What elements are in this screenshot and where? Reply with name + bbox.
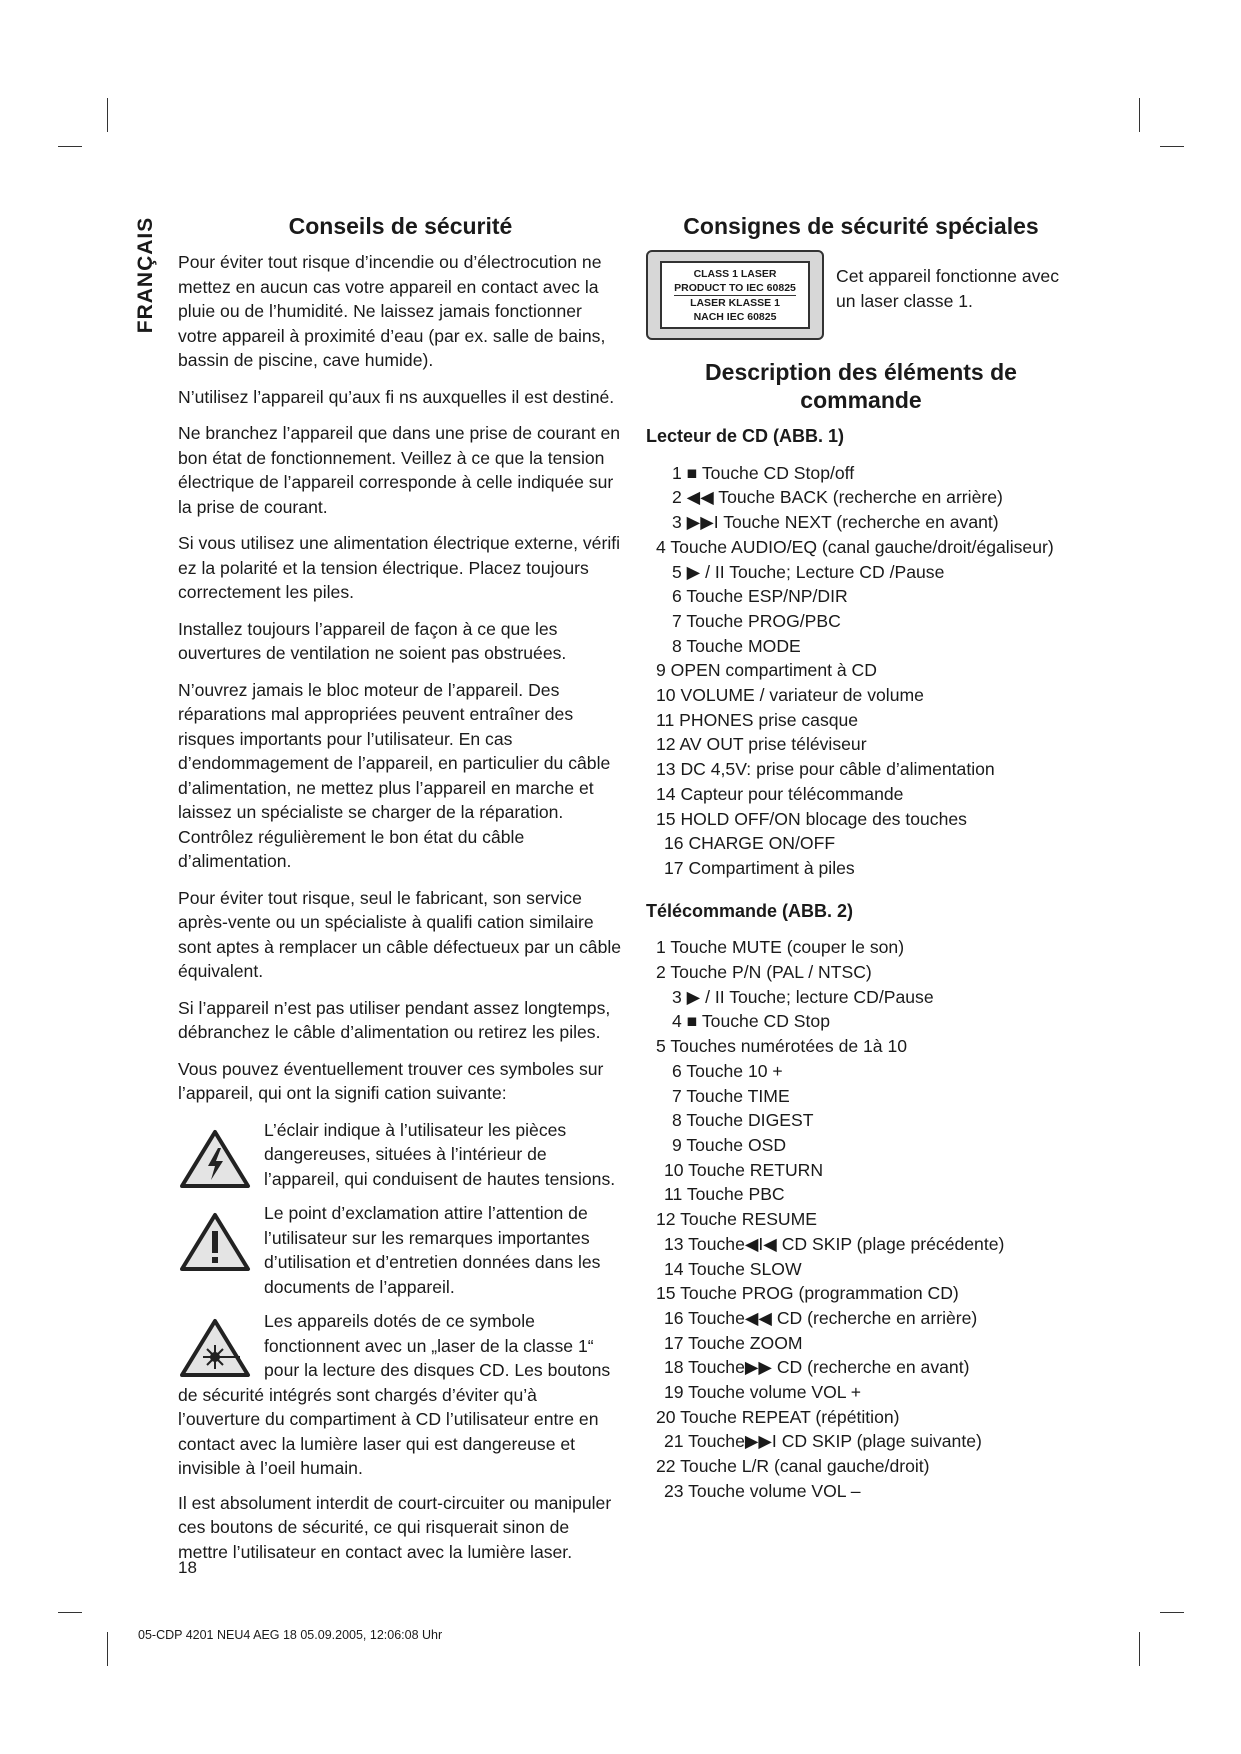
list-item: 8 Touche MODE — [672, 635, 801, 656]
list-item: 17 Compartiment à piles — [664, 857, 855, 878]
language-label: FRANÇAIS — [134, 216, 157, 334]
list-item: 1 Touche MUTE (couper le son) — [656, 937, 905, 958]
special-safety-title: Consignes de sécurité spéciales — [683, 213, 1039, 239]
laser-label-line: LASER KLASSE 1 — [690, 296, 780, 309]
exclamation-description: Le point d’exclamation attire l’attention de l’utilisateur sur les remarques importantes d’utilisation et d’entretien données dans les documents de l’appareil. — [264, 1203, 601, 1297]
cd-player-subtitle: Lecteur de CD (ABB. 1) — [646, 426, 845, 446]
list-item: 11 Touche PBC — [664, 1184, 785, 1205]
list-item: 14 Touche SLOW — [664, 1258, 802, 1279]
safety-title: Conseils de sécurité — [288, 213, 513, 239]
controls-column — [646, 212, 1076, 1522]
list-item: 16 Touche◀◀ CD (recherche en arrière) — [664, 1307, 978, 1328]
lightning-warning-icon — [178, 1126, 252, 1192]
list-item: 18 Touche▶▶ CD (recherche en avant) — [664, 1357, 970, 1378]
list-item: 2 ◀◀ Touche BACK (recherche en arrière) — [672, 487, 1003, 508]
list-item: 15 Touche PROG (programmation CD) — [656, 1283, 959, 1304]
paragraph: Pour éviter tout risque, seul le fabricant, son service après-vente ou un spécialiste à qualifi cation similaire sont aptes à remplacer un câble défectueux par un câble équivalent. — [178, 887, 622, 981]
list-item: 8 Touche DIGEST — [672, 1110, 814, 1131]
list-item: 19 Touche volume VOL + — [664, 1382, 862, 1403]
paragraph: Si vous utilisez une alimentation électrique externe, vérifi ez la polarité et la tension électrique. Placez toujours correctement les piles. — [178, 533, 621, 602]
list-item: 13 Touche◀I◀ CD SKIP (plage précédente) — [664, 1233, 1005, 1254]
paragraph: Il est absolument interdit de court-circuiter ou manipuler ces boutons de sécurité, ce qui risquerait sinon de mettre l’utilisateur en contact avec la lumière laser. — [178, 1492, 612, 1562]
list-item: 15 HOLD OFF/ON blocage des touches — [656, 808, 967, 829]
list-item: 2 Touche P/N (PAL / NTSC) — [656, 962, 872, 983]
laser-class-text: Cet appareil fonctionne avec un laser classe 1. — [836, 266, 1059, 311]
laser-description: Les appareils dotés de ce symbole fonctionnent avec un „laser de la classe 1“ pour la lecture des disques CD. Les boutons de sécurité intégrés sont chargés d’éviter qu’à l’ouverture du compartiment à CD l’utilisateur entre en contact avec la lumière laser qui est dangereuse et invisible à l’oeil humain. — [178, 1311, 611, 1478]
crop-mark — [1139, 1632, 1140, 1666]
exclamation-symbol-block — [178, 1201, 623, 1299]
crop-mark — [58, 1612, 82, 1613]
paragraph: Vous pouvez éventuellement trouver ces symboles sur l’appareil, qui ont la signifi cation suivante: — [178, 1058, 604, 1103]
list-item: 9 OPEN compartiment à CD — [656, 660, 877, 681]
list-item: 4 Touche AUDIO/EQ (canal gauche/droit/égaliseur) — [656, 536, 1054, 557]
list-item: 5 ▶ / II Touche; Lecture CD /Pause — [672, 561, 945, 582]
laser-label-line: PRODUCT TO IEC 60825 — [674, 281, 796, 294]
paragraph: Installez toujours l’appareil de façon à ce que les ouvertures de ventilation ne soient pas obstruées. — [178, 618, 567, 663]
list-item: 12 Touche RESUME — [656, 1209, 818, 1230]
paragraph: Ne branchez l’appareil que dans une prise de courant en bon état de fonctionnement. Veillez à ce que la tension électrique de l’appareil corresponde à celle indiquée sur la prise de courant. — [178, 423, 621, 517]
list-item: 10 VOLUME / variateur de volume — [656, 685, 924, 706]
list-item: 1 ■ Touche CD Stop/off — [672, 462, 855, 483]
laser-warning-icon — [178, 1315, 252, 1381]
list-item: 23 Touche volume VOL – — [664, 1480, 861, 1501]
list-item: 13 DC 4,5V: prise pour câble d’alimentation — [656, 759, 995, 780]
paragraph: N’ouvrez jamais le bloc moteur de l’appareil. Des réparations mal appropriées peuvent entraîner des risques importants pour l’utilisateur. En cas d’endommagement de l’appareil, en particulier du câble d’alimentation, ne mettez plus l’appareil en marche et laissez un spécialiste se charger de la réparation. Contrôlez régulièrement le bon état du câble d’alimentation. — [178, 679, 611, 871]
crop-mark — [1160, 146, 1184, 147]
paragraph: N’utilisez l’appareil qu’aux fi ns auxquelles il est destiné. — [178, 386, 615, 407]
list-item: 3 ▶▶I Touche NEXT (recherche en avant) — [672, 512, 999, 533]
laser-label-line: NACH IEC 60825 — [693, 310, 777, 323]
list-item: 21 Touche▶▶I CD SKIP (plage suivante) — [664, 1431, 982, 1452]
lightning-symbol-block — [178, 1118, 623, 1192]
crop-mark — [107, 1632, 108, 1666]
controls-description-title: Description des éléments de commande — [705, 359, 1017, 413]
list-item: 16 CHARGE ON/OFF — [664, 833, 836, 854]
remote-subtitle: Télécommande (ABB. 2) — [646, 900, 854, 921]
paragraph: Si l’appareil n’est pas utiliser pendant assez longtemps, débranchez le câble d’alimentation ou retirez les piles. — [178, 997, 611, 1042]
list-item: 17 Touche ZOOM — [664, 1332, 803, 1353]
list-item: 10 Touche RETURN — [664, 1159, 824, 1180]
paragraph: Pour éviter tout risque d’incendie ou d’électrocution ne mettez en aucun cas votre appareil en contact avec la pluie ou de l’humidité. Ne laissez jamais fonctionner votre appareil à proximité d’eau (par ex. salle de bains, bassin de piscine, cave humide). — [178, 252, 606, 370]
list-item: 9 Touche OSD — [672, 1134, 787, 1155]
list-item: 14 Capteur pour télécommande — [656, 783, 904, 804]
list-item: 7 Touche PROG/PBC — [672, 610, 841, 631]
cd-player-items — [656, 461, 1076, 881]
list-item: 7 Touche TIME — [672, 1085, 790, 1106]
list-item: 20 Touche REPEAT (répétition) — [656, 1406, 900, 1427]
list-item: 6 Touche ESP/NP/DIR — [672, 586, 848, 607]
safety-column — [178, 212, 623, 1576]
laser-label-line: CLASS 1 LASER — [693, 267, 777, 280]
laser-class-label — [646, 250, 824, 340]
list-item: 6 Touche 10 + — [672, 1060, 783, 1081]
list-item: 5 Touches numérotées de 1à 10 — [656, 1036, 908, 1057]
crop-mark — [1160, 1612, 1184, 1613]
list-item: 22 Touche L/R (canal gauche/droit) — [656, 1456, 930, 1477]
list-item: 11 PHONES prise casque — [656, 709, 859, 730]
lightning-description: L’éclair indique à l’utilisateur les pièces dangereuses, situées à l’intérieur de l’appareil, qui conduisent de hautes tensions. — [264, 1119, 616, 1189]
list-item: 12 AV OUT prise téléviseur — [656, 734, 867, 755]
list-item: 4 ■ Touche CD Stop — [672, 1011, 830, 1032]
page-number: 18 — [178, 1558, 197, 1577]
crop-mark — [107, 98, 108, 132]
laser-class-block — [646, 250, 1076, 340]
laser-symbol-block — [178, 1309, 623, 1481]
crop-mark — [1139, 98, 1140, 132]
crop-mark — [58, 146, 82, 147]
remote-items — [656, 935, 1076, 1503]
print-footer: 05-CDP 4201 NEU4 AEG 18 05.09.2005, 12:06:08 Uhr — [138, 1628, 443, 1642]
exclamation-warning-icon — [178, 1209, 252, 1275]
list-item: 3 ▶ / II Touche; lecture CD/Pause — [672, 986, 934, 1007]
